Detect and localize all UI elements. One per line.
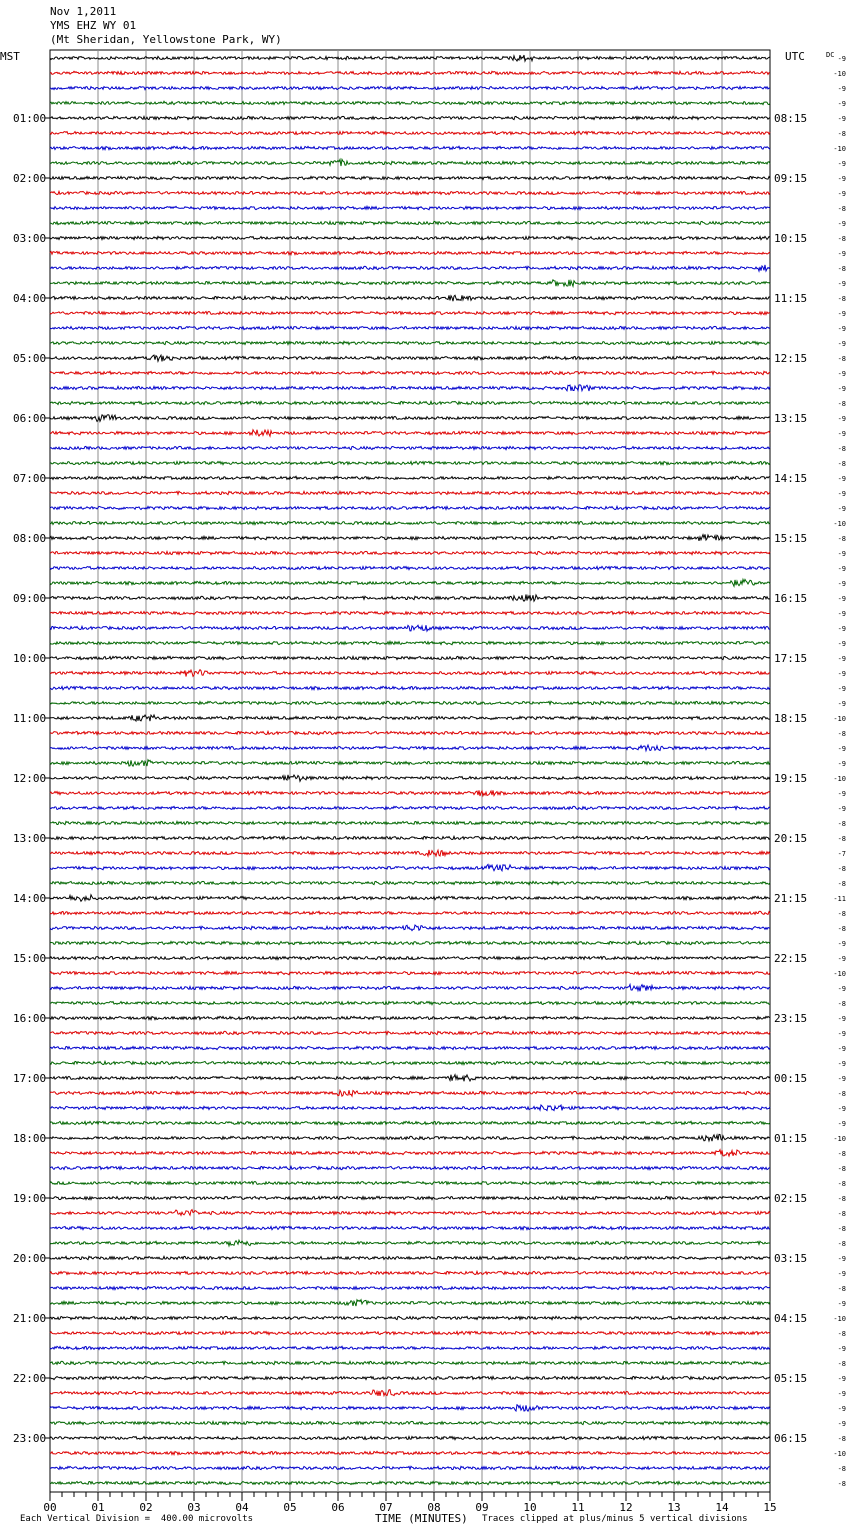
right-hour-label: 23:15 [774, 1012, 808, 1025]
seismic-trace [50, 415, 770, 422]
right-hour-label: 00:15 [774, 1072, 808, 1085]
right-hour-label: 20:15 [774, 832, 808, 845]
seismic-trace [50, 1075, 770, 1082]
dc-offset-value: -9 [837, 760, 846, 768]
dc-offset-value: -8 [837, 235, 846, 243]
seismic-trace [50, 611, 770, 614]
dc-offset-value: -9 [837, 250, 846, 258]
seismic-trace [50, 971, 770, 974]
dc-offset-value: -8 [837, 205, 846, 213]
dc-offset-value: -9 [837, 985, 846, 993]
seismic-trace [50, 985, 770, 992]
dc-offset-value: -8 [837, 1480, 846, 1488]
dc-offset-value: -9 [837, 190, 846, 198]
x-tick-label: 10 [523, 1501, 537, 1514]
dc-offset-value: -9 [837, 625, 846, 633]
dc-offset-value: -9 [837, 1375, 846, 1383]
dc-offset-value: -9 [837, 505, 846, 513]
dc-offset-value: -9 [837, 1255, 846, 1263]
seismic-trace [50, 551, 770, 554]
seismic-trace [50, 836, 770, 839]
dc-offset-value: -9 [837, 175, 846, 183]
dc-offset-value: -9 [837, 1060, 846, 1068]
seismic-trace [50, 701, 770, 704]
dc-offset-value: -8 [837, 1165, 846, 1173]
seismic-trace [50, 715, 770, 721]
seismic-trace [50, 116, 770, 119]
seismic-trace [50, 280, 770, 287]
seismic-trace [50, 1376, 770, 1379]
x-tick-label: 03 [187, 1501, 201, 1514]
seismic-trace [50, 491, 770, 494]
seismic-trace [50, 521, 770, 524]
dc-offset-value: -8 [837, 1330, 846, 1338]
seismic-trace [50, 956, 770, 959]
plot-frame [50, 50, 770, 1492]
seismic-trace [50, 1150, 770, 1156]
seismic-trace [50, 686, 770, 689]
seismic-trace [50, 176, 770, 179]
chart-location: (Mt Sheridan, Yellowstone Park, WY) [50, 33, 282, 46]
right-hour-label: 11:15 [774, 292, 808, 305]
dc-offset-value: -8 [837, 445, 846, 453]
dc-offset-value: -8 [837, 355, 846, 363]
seismic-trace [50, 881, 770, 884]
left-hour-label: 15:00 [13, 952, 47, 965]
seismic-trace [50, 191, 770, 194]
seismic-trace [50, 821, 770, 824]
dc-offset-value: -8 [837, 1090, 846, 1098]
dc-offset-value: -8 [837, 925, 846, 933]
dc-offset-value: -9 [837, 1105, 846, 1113]
seismic-trace [50, 265, 770, 271]
right-hour-label: 15:15 [774, 532, 808, 545]
dc-offset-value: -8 [837, 400, 846, 408]
seismic-trace [50, 355, 770, 361]
dc-offset-value: -9 [837, 550, 846, 558]
seismic-trace [50, 236, 770, 239]
dc-offset-value: -9 [837, 1405, 846, 1413]
left-hour-label: 18:00 [13, 1132, 47, 1145]
x-tick-label: 15 [763, 1501, 777, 1514]
seismic-trace [50, 1121, 770, 1124]
seismic-trace [50, 1481, 770, 1484]
dc-offset-value: -9 [837, 1390, 846, 1398]
x-tick-label: 06 [331, 1501, 345, 1514]
seismic-trace [50, 806, 770, 809]
left-hour-label: 20:00 [13, 1252, 47, 1265]
dc-offset-value: -9 [837, 100, 846, 108]
right-hour-label: 12:15 [774, 352, 808, 365]
left-hour-label: 13:00 [13, 832, 47, 845]
seismic-trace [50, 1390, 770, 1396]
dc-offset-value: -9 [837, 55, 846, 63]
chart-date: Nov 1,2011 [50, 5, 117, 18]
x-tick-label: 12 [619, 1501, 633, 1514]
left-hour-label: 16:00 [13, 1012, 47, 1025]
seismic-trace [50, 941, 770, 944]
dc-offset-value: -8 [837, 1465, 846, 1473]
x-tick-label: 11 [571, 1501, 585, 1514]
dc-offset-value: -9 [837, 310, 846, 318]
x-tick-label: 14 [715, 1501, 729, 1514]
right-hour-label: 01:15 [774, 1132, 808, 1145]
left-hour-label: 10:00 [13, 652, 47, 665]
dc-offset-value: -8 [837, 295, 846, 303]
seismic-trace [50, 1286, 770, 1289]
right-hour-label: 18:15 [774, 712, 808, 725]
x-tick-label: 02 [139, 1501, 153, 1514]
dc-offset-value: -9 [837, 1270, 846, 1278]
dc-offset-value: -9 [837, 430, 846, 438]
clip-note: Traces clipped at plus/minus 5 vertical divisions [482, 1514, 748, 1524]
left-hour-label: 12:00 [13, 772, 47, 785]
dc-offset-value: -8 [837, 130, 846, 138]
seismic-trace [50, 1300, 770, 1306]
dc-offset-value: -9 [837, 490, 846, 498]
x-tick-label: 05 [283, 1501, 297, 1514]
dc-offset-value: -9 [837, 940, 846, 948]
dc-offset-value: -8 [837, 1210, 846, 1218]
seismic-trace [50, 371, 770, 374]
right-hour-label: 16:15 [774, 592, 808, 605]
seismic-trace [50, 534, 770, 541]
dc-offset-value: -9 [837, 1420, 846, 1428]
dc-offset-value: -9 [837, 670, 846, 678]
dc-offset-value: -9 [837, 790, 846, 798]
dc-offset-value: -8 [837, 1435, 846, 1443]
dc-offset-value: -10 [833, 1315, 846, 1323]
seismic-trace [50, 1421, 770, 1424]
seismic-trace [50, 790, 770, 796]
dc-offset-value: -8 [837, 910, 846, 918]
x-tick-label: 00 [43, 1501, 57, 1514]
seismic-trace [50, 895, 770, 902]
dc-offset-value: -9 [837, 700, 846, 708]
seismic-trace [50, 1046, 770, 1049]
dc-offset-value: -9 [837, 1345, 846, 1353]
dc-offset-value: -9 [837, 1030, 846, 1038]
seismic-trace [50, 1361, 770, 1364]
seismic-trace [50, 745, 770, 751]
x-axis-label: TIME (MINUTES) [375, 1512, 468, 1525]
dc-offset-value: -9 [837, 685, 846, 693]
dc-offset-value: -9 [837, 565, 846, 573]
right-hour-label: 19:15 [774, 772, 808, 785]
seismic-trace [50, 446, 770, 449]
seismic-trace [50, 1240, 770, 1246]
left-hour-label: 22:00 [13, 1372, 47, 1385]
right-hour-label: 02:15 [774, 1192, 808, 1205]
seismic-trace [50, 656, 770, 659]
dc-offset-value: -8 [837, 1150, 846, 1158]
seismic-trace [50, 385, 770, 391]
left-hour-label: 07:00 [13, 472, 47, 485]
seismic-trace [50, 1466, 770, 1469]
left-hour-label: 02:00 [13, 172, 47, 185]
left-hour-label: 23:00 [13, 1432, 47, 1445]
seismic-trace [50, 401, 770, 404]
left-hour-label: 05:00 [13, 352, 47, 365]
dc-offset-value: -11 [833, 895, 846, 903]
left-hour-label: 17:00 [13, 1072, 47, 1085]
dc-offset-value: -9 [837, 280, 846, 288]
seismic-trace [50, 670, 770, 677]
left-hour-label: 11:00 [13, 712, 47, 725]
dc-offset-value: -9 [837, 475, 846, 483]
dc-offset-value: -9 [837, 1045, 846, 1053]
dc-offset-value: -8 [837, 1360, 846, 1368]
left-hour-label: 21:00 [13, 1312, 47, 1325]
left-hour-label: 09:00 [13, 592, 47, 605]
dc-offset-value: -9 [837, 805, 846, 813]
left-hour-label: 01:00 [13, 112, 47, 125]
right-hour-label: 17:15 [774, 652, 808, 665]
dc-offset-value: -10 [833, 1450, 846, 1458]
dc-offset-value: -7 [837, 850, 846, 858]
right-hour-label: 03:15 [774, 1252, 808, 1265]
dc-offset-value: -8 [837, 1240, 846, 1248]
seismic-trace [50, 1001, 770, 1004]
dc-offset-value: -8 [837, 265, 846, 273]
seismic-trace [50, 911, 770, 914]
dc-offset-value: -10 [833, 715, 846, 723]
seismic-trace [50, 251, 770, 254]
x-tick-label: 13 [667, 1501, 681, 1514]
dc-offset-value: -8 [837, 535, 846, 543]
seismic-trace [50, 1061, 770, 1064]
x-tick-label: 04 [235, 1501, 249, 1514]
dc-offset-value: -8 [837, 820, 846, 828]
left-axis-title: MST [0, 50, 20, 63]
right-axis-title: UTC [785, 50, 805, 63]
seismic-trace [50, 1316, 770, 1319]
seismic-trace [50, 1031, 770, 1034]
seismic-trace [50, 850, 770, 856]
seismic-trace [50, 1196, 770, 1199]
dc-offset-value: -9 [837, 595, 846, 603]
right-hour-label: 09:15 [774, 172, 808, 185]
dc-offset-value: -8 [837, 880, 846, 888]
dc-offset-value: -9 [837, 415, 846, 423]
seismic-trace [50, 55, 770, 61]
dc-offset-value: -8 [837, 835, 846, 843]
dc-offset-value: -9 [837, 1300, 846, 1308]
seismic-trace [50, 221, 770, 224]
dc-offset-value: -9 [837, 325, 846, 333]
seismic-trace [50, 295, 770, 301]
seismic-trace [50, 159, 770, 166]
dc-offset-value: -9 [837, 1015, 846, 1023]
seismic-trace [50, 594, 770, 601]
seismic-trace [50, 1256, 770, 1259]
left-hour-label: 14:00 [13, 892, 47, 905]
seismic-trace [50, 760, 770, 766]
dc-offset-value: -10 [833, 520, 846, 528]
right-hour-label: 13:15 [774, 412, 808, 425]
left-hour-label: 08:00 [13, 532, 47, 545]
dc-offset-value: -9 [837, 385, 846, 393]
dc-offset-value: -10 [833, 970, 846, 978]
seismic-trace [50, 71, 770, 74]
left-hour-label: 06:00 [13, 412, 47, 425]
scale-note: Each Vertical Division = 400.00 microvolts [20, 1514, 253, 1524]
dc-offset-value: -8 [837, 1180, 846, 1188]
right-hour-label: 22:15 [774, 952, 808, 965]
seismic-trace [50, 1166, 770, 1169]
right-hour-label: 06:15 [774, 1432, 808, 1445]
left-hour-label: 19:00 [13, 1192, 47, 1205]
seismic-trace [50, 131, 770, 134]
dc-offset-value: -9 [837, 115, 846, 123]
seismic-trace [50, 864, 770, 870]
right-hour-label: 14:15 [774, 472, 808, 485]
dc-offset-value: -9 [837, 1120, 846, 1128]
dc-offset-value: -8 [837, 730, 846, 738]
dc-offset-value: -10 [833, 775, 846, 783]
dc-offset-value: -10 [833, 70, 846, 78]
dc-offset-value: -8 [837, 460, 846, 468]
seismic-trace [50, 641, 770, 644]
seismic-trace [50, 775, 770, 781]
left-hour-label: 03:00 [13, 232, 47, 245]
dc-offset-value: -9 [837, 580, 846, 588]
x-tick-label: 01 [91, 1501, 105, 1514]
dc-offset-value: -9 [837, 85, 846, 93]
seismic-trace [50, 566, 770, 569]
x-tick-label: 08 [427, 1501, 441, 1514]
seismic-trace [50, 206, 770, 209]
dc-offset-value: -9 [837, 955, 846, 963]
dc-offset-value: -9 [837, 610, 846, 618]
seismic-trace [50, 1090, 770, 1096]
right-hour-label: 10:15 [774, 232, 808, 245]
right-hour-label: 08:15 [774, 112, 808, 125]
dc-offset-value: -9 [837, 370, 846, 378]
seismic-trace [50, 476, 770, 479]
dc-offset-value: -8 [837, 865, 846, 873]
seismic-trace [50, 341, 770, 344]
seismic-trace [50, 1226, 770, 1229]
dc-offset-value: -10 [833, 145, 846, 153]
dc-offset-value: -10 [833, 1135, 846, 1143]
seismic-trace [50, 1105, 770, 1111]
dc-header: DC [826, 51, 835, 59]
seismic-trace [50, 1271, 770, 1274]
chart-station: YMS EHZ WY 01 [50, 19, 137, 32]
x-tick-label: 07 [379, 1501, 393, 1514]
seismic-trace [50, 731, 770, 734]
right-hour-label: 04:15 [774, 1312, 808, 1325]
dc-offset-value: -9 [837, 655, 846, 663]
seismic-trace [50, 1181, 770, 1184]
dc-offset-value: -9 [837, 220, 846, 228]
seismic-trace [50, 1451, 770, 1454]
seismic-trace [50, 1134, 770, 1141]
seismic-trace [50, 1346, 770, 1349]
dc-offset-value: -9 [837, 745, 846, 753]
seismic-trace [50, 430, 770, 437]
seismic-trace [50, 461, 770, 464]
dc-offset-value: -8 [837, 1225, 846, 1233]
dc-offset-value: -9 [837, 340, 846, 348]
dc-offset-value: -9 [837, 640, 846, 648]
seismic-trace [50, 925, 770, 931]
seismic-trace [50, 1331, 770, 1334]
x-tick-label: 09 [475, 1501, 489, 1514]
seismic-trace [50, 146, 770, 149]
dc-offset-value: -8 [837, 1285, 846, 1293]
dc-offset-value: -8 [837, 1000, 846, 1008]
seismic-trace [50, 625, 770, 631]
seismic-trace [50, 311, 770, 314]
seismic-trace [50, 1016, 770, 1019]
dc-offset-value: -9 [837, 160, 846, 168]
dc-offset-value: -9 [837, 1075, 846, 1083]
right-hour-label: 21:15 [774, 892, 808, 905]
right-hour-label: 05:15 [774, 1372, 808, 1385]
left-hour-label: 04:00 [13, 292, 47, 305]
seismic-trace [50, 1405, 770, 1411]
seismic-trace [50, 326, 770, 329]
seismic-trace [50, 1210, 770, 1216]
seismic-trace [50, 101, 770, 104]
seismic-trace [50, 579, 770, 586]
dc-offset-value: -8 [837, 1195, 846, 1203]
seismic-trace [50, 1436, 770, 1439]
seismic-trace [50, 87, 770, 90]
seismic-trace [50, 506, 770, 509]
